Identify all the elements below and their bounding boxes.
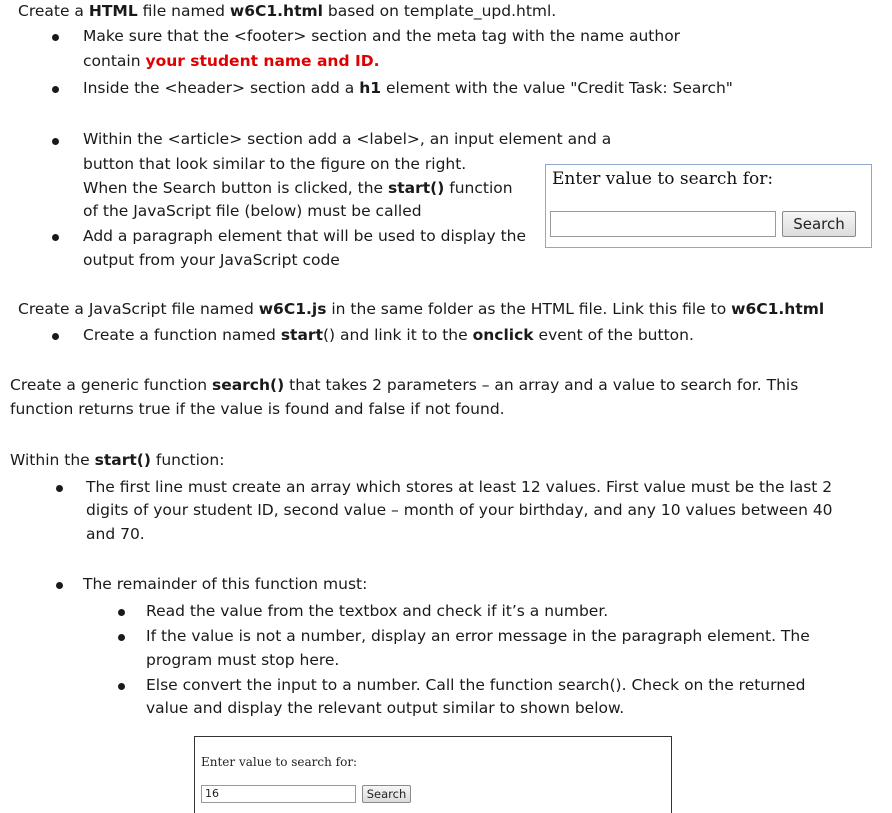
bullet-article-line3: When the Search button is clicked, the start() function bbox=[83, 179, 513, 197]
sub-read: Read the value from the textbox and check if it’s a number. bbox=[146, 602, 609, 620]
sub-else-line1: Else convert the input to a number. Call the function search(). Check on the returned bbox=[146, 676, 806, 694]
bullet-icon bbox=[52, 234, 59, 241]
bullet-paragraph-line2: output from your JavaScript code bbox=[83, 251, 340, 269]
within-start: Within the start() function: bbox=[10, 451, 225, 469]
search-input[interactable] bbox=[550, 211, 776, 237]
bullet-array-line2: digits of your student ID, second value – month of your birthday, and any 10 values between 40 bbox=[86, 501, 833, 519]
bullet-icon bbox=[56, 582, 63, 589]
bullet-icon bbox=[52, 34, 59, 41]
search-input[interactable]: 16 bbox=[201, 785, 356, 803]
bullet-header: Inside the <header> section add a h1 element with the value "Credit Task: Search" bbox=[83, 79, 733, 97]
sub-else-line2: value and display the relevant output similar to shown below. bbox=[146, 699, 625, 717]
bullet-footer-line2: contain your student name and ID. bbox=[83, 52, 380, 70]
search-result-figure bbox=[194, 736, 672, 813]
search-button[interactable]: Search bbox=[782, 211, 856, 237]
bullet-array-line1: The first line must create an array which stores at least 12 values. First value must be the last 2 bbox=[86, 478, 833, 496]
sub-error-line1: If the value is not a number, display an error message in the paragraph element. The bbox=[146, 627, 810, 645]
js-intro: Create a JavaScript file named w6C1.js in the same folder as the HTML file. Link this file to w6C1.html bbox=[18, 300, 825, 318]
bullet-icon bbox=[52, 86, 59, 93]
search-form-figure bbox=[545, 164, 872, 248]
search-button[interactable]: Search bbox=[362, 785, 411, 803]
bullet-start: Create a function named start() and link it to the onclick event of the button. bbox=[83, 326, 694, 344]
bullet-icon bbox=[52, 333, 59, 340]
search-func-line2: function returns true if the value is found and false if not found. bbox=[10, 400, 505, 418]
task-intro: Create a HTML file named w6C1.html based on template_upd.html. bbox=[18, 2, 557, 20]
bullet-remainder: The remainder of this function must: bbox=[83, 575, 368, 593]
bullet-article-line4: of the JavaScript file (below) must be called bbox=[83, 202, 422, 220]
bullet-article-line1: Within the <article> section add a <label>, an input element and a bbox=[83, 130, 612, 148]
bullet-array-line3: and 70. bbox=[86, 525, 145, 543]
search-func-line1: Create a generic function search() that takes 2 parameters – an array and a value to search for. This bbox=[10, 376, 799, 394]
bullet-paragraph-line1: Add a paragraph element that will be used to display the bbox=[83, 227, 527, 245]
bullet-icon bbox=[52, 138, 59, 145]
search-label: Enter value to search for: bbox=[552, 169, 774, 189]
bullet-icon bbox=[118, 683, 125, 690]
search-label: Enter value to search for: bbox=[201, 755, 358, 769]
bullet-icon bbox=[118, 609, 125, 616]
sub-error-line2: program must stop here. bbox=[146, 651, 340, 669]
bullet-icon bbox=[118, 634, 125, 641]
bullet-icon bbox=[56, 485, 63, 492]
bullet-article-line2: button that look similar to the figure on the right. bbox=[83, 155, 467, 173]
bullet-footer-line1: Make sure that the <footer> section and the meta tag with the name author bbox=[83, 27, 681, 45]
